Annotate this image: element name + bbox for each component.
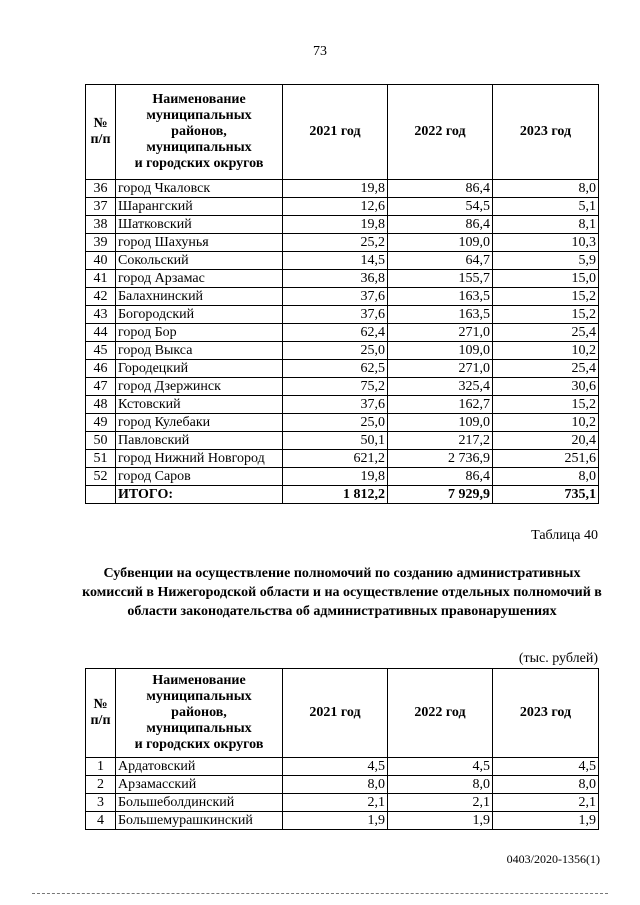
value-2022: 109,0 [388,234,493,252]
table-row [86,270,599,288]
table-row [86,432,599,450]
value-2022: 64,7 [388,252,493,270]
bottom-rule [32,893,608,894]
table-row [86,396,599,414]
table-row [86,288,599,306]
value-2022: 163,5 [388,288,493,306]
row-name: Шатковский [116,216,283,234]
row-name: Балахнинский [116,288,283,306]
value-2021: 25,2 [283,234,388,252]
value-2022: 271,0 [388,324,493,342]
value-2023: 15,2 [493,396,599,414]
value-2022: 86,4 [388,216,493,234]
value-2022: 2,1 [388,794,493,812]
value-2021: 37,6 [283,306,388,324]
row-name: Городецкий [116,360,283,378]
value-2023: 10,3 [493,234,599,252]
value-2023: 15,2 [493,306,599,324]
value-2021: 36,8 [283,270,388,288]
value-2022: 109,0 [388,342,493,360]
value-2022: 217,2 [388,432,493,450]
value-2022: 54,5 [388,198,493,216]
header-2023: 2023 год [493,85,599,180]
total-2021: 1 812,2 [283,486,388,504]
value-2022: 2 736,9 [388,450,493,468]
row-name: город Арзамас [116,270,283,288]
value-2023: 8,0 [493,468,599,486]
value-2021: 25,0 [283,414,388,432]
table-row [86,342,599,360]
value-2022: 155,7 [388,270,493,288]
row-number: 36 [86,180,116,198]
row-number: 52 [86,468,116,486]
header-2022: 2022 год [388,669,493,758]
row-name: Шарангский [116,198,283,216]
row-number: 37 [86,198,116,216]
value-2021: 4,5 [283,758,388,776]
table-header-row [86,669,599,758]
header-2022: 2022 год [388,85,493,180]
row-name: Павловский [116,432,283,450]
value-2022: 271,0 [388,360,493,378]
value-2022: 1,9 [388,812,493,830]
row-number: 4 [86,812,116,830]
page-number: 73 [313,44,327,59]
value-2023: 8,1 [493,216,599,234]
table-row [86,794,599,812]
row-name: Большеболдинский [116,794,283,812]
value-2023: 8,0 [493,776,599,794]
section-title: Субвенции на осуществление полномочий по созданию административных комиссий в Нижегородской области и на осуществление отдельных полномочий в области законодательства об административных правонарушениях [82,566,602,619]
value-2021: 14,5 [283,252,388,270]
row-number: 44 [86,324,116,342]
value-2021: 62,5 [283,360,388,378]
header-name: Наименование муниципальных районов, муниципальных и городских округов [116,85,283,180]
value-2021: 50,1 [283,432,388,450]
row-name: город Кулебаки [116,414,283,432]
table-label: Таблица 40 [531,528,598,543]
total-row [86,486,599,504]
value-2023: 10,2 [493,414,599,432]
value-2021: 25,0 [283,342,388,360]
value-2021: 37,6 [283,288,388,306]
row-name: город Дзержинск [116,378,283,396]
value-2023: 4,5 [493,758,599,776]
document-code: 0403/2020-1356(1) [506,852,600,866]
value-2022: 86,4 [388,180,493,198]
value-2023: 251,6 [493,450,599,468]
header-2021: 2021 год [283,669,388,758]
row-name: город Нижний Новгород [116,450,283,468]
row-number: 38 [86,216,116,234]
value-2021: 19,8 [283,468,388,486]
table-row [86,468,599,486]
commissions-subsidies-table [85,668,599,830]
subsidies-table-continued [85,84,599,504]
value-2022: 86,4 [388,468,493,486]
value-2021: 621,2 [283,450,388,468]
value-2023: 15,0 [493,270,599,288]
table-row [86,180,599,198]
row-number: 42 [86,288,116,306]
units-note: (тыс. рублей) [518,651,598,666]
value-2021: 12,6 [283,198,388,216]
value-2023: 25,4 [493,324,599,342]
table-row [86,776,599,794]
value-2021: 19,8 [283,216,388,234]
value-2023: 5,1 [493,198,599,216]
value-2022: 162,7 [388,396,493,414]
value-2023: 25,4 [493,360,599,378]
row-name: город Чкаловск [116,180,283,198]
row-number: 2 [86,776,116,794]
table-row [86,198,599,216]
row-number: 50 [86,432,116,450]
value-2023: 2,1 [493,794,599,812]
value-2022: 109,0 [388,414,493,432]
row-number: 1 [86,758,116,776]
total-label: ИТОГО: [116,486,283,504]
value-2021: 75,2 [283,378,388,396]
value-2023: 10,2 [493,342,599,360]
row-number: 47 [86,378,116,396]
total-2022: 7 929,9 [388,486,493,504]
value-2021: 8,0 [283,776,388,794]
table-header-row [86,85,599,180]
row-number: 49 [86,414,116,432]
row-name: город Бор [116,324,283,342]
table-row [86,234,599,252]
row-number: 40 [86,252,116,270]
total-blank-cell [86,486,116,504]
row-name: город Саров [116,468,283,486]
header-name: Наименование муниципальных районов, муниципальных и городских округов [116,669,283,758]
row-name: Богородский [116,306,283,324]
row-name: город Выкса [116,342,283,360]
value-2023: 30,6 [493,378,599,396]
value-2022: 8,0 [388,776,493,794]
table-row [86,758,599,776]
row-name: Кстовский [116,396,283,414]
value-2023: 8,0 [493,180,599,198]
value-2021: 2,1 [283,794,388,812]
row-number: 43 [86,306,116,324]
value-2022: 163,5 [388,306,493,324]
row-number: 46 [86,360,116,378]
table-row [86,812,599,830]
row-name: Сокольский [116,252,283,270]
row-name: город Шахунья [116,234,283,252]
header-num: № п/п [86,669,116,758]
row-number: 48 [86,396,116,414]
table-row [86,216,599,234]
header-num: № п/п [86,85,116,180]
row-number: 41 [86,270,116,288]
table-row [86,324,599,342]
table-row [86,252,599,270]
total-2023: 735,1 [493,486,599,504]
row-number: 39 [86,234,116,252]
value-2022: 4,5 [388,758,493,776]
value-2021: 37,6 [283,396,388,414]
table-row [86,360,599,378]
value-2023: 20,4 [493,432,599,450]
row-name: Большемурашкинский [116,812,283,830]
row-number: 3 [86,794,116,812]
value-2023: 1,9 [493,812,599,830]
value-2023: 5,9 [493,252,599,270]
row-name: Ардатовский [116,758,283,776]
row-number: 51 [86,450,116,468]
table-row [86,450,599,468]
table-row [86,414,599,432]
value-2022: 325,4 [388,378,493,396]
value-2021: 1,9 [283,812,388,830]
value-2021: 19,8 [283,180,388,198]
header-2023: 2023 год [493,669,599,758]
row-number: 45 [86,342,116,360]
value-2021: 62,4 [283,324,388,342]
table-row [86,378,599,396]
table-row [86,306,599,324]
header-2021: 2021 год [283,85,388,180]
row-name: Арзамасский [116,776,283,794]
value-2023: 15,2 [493,288,599,306]
